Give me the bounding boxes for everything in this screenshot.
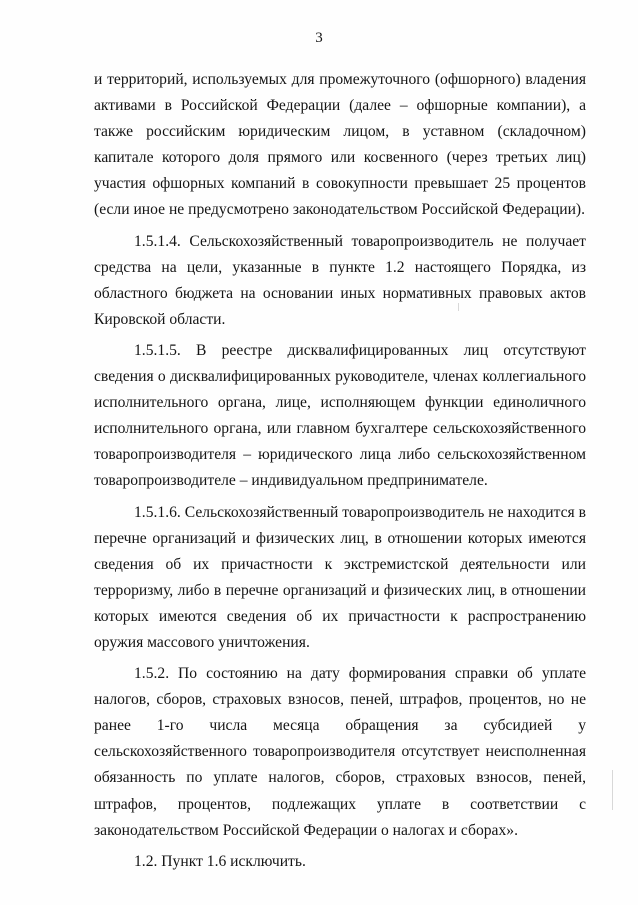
paragraph-1-5-1-6: 1.5.1.6. Сельскохозяйственный товаропроизводитель не находится в перечне организаций и физических лиц, в отношении которых имеются сведения об их причастности к экстремистской деятельности или терроризму, либо в перечне организаций и физических лиц, в отношении которых имеются сведения об их причастности к распространению оружия массового уничтожения. <box>94 503 586 651</box>
scan-artifact <box>458 303 459 311</box>
paragraph-offshore-companies: и территорий, используемых для промежуточного (офшорного) владения активами в Российской Федерации (далее – офшорные компании), а также российским юридическим лицом, в уставном (складочном) капитале которого доля прямого или косвенного (через третьих лиц) участия офшорных компаний в совокупности превышает 25 процентов (если иное не предусмотрено законодательством Российской Федерации). <box>94 71 586 219</box>
paragraph-1-2-amendment: 1.2. Пункт 1.6 исключить. <box>134 852 306 870</box>
paragraph-1-5-1-5: 1.5.1.5. В реестре дисквалифицированных лиц отсутствуют сведения о дисквалифицированных руководителе, членах коллегиального исполнительного органа, лице, исполняющем функции единоличного исполнительного органа, или главном бухгалтере сельскохозяйственного товаропроизводителя – юридического лица либо сельскохозяйственном товаропроизводителе – индивидуальном предпринимателе. <box>94 341 586 490</box>
page-number: 3 <box>315 30 323 46</box>
document-body <box>94 67 586 875</box>
paragraph-1-5-1-4: 1.5.1.4. Сельскохозяйственный товаропроизводитель не получает средства на цели, указанные в пункте 1.2 настоящего Порядка, из областного бюджета на основании иных нормативных правовых актов Кировской области. <box>94 232 586 328</box>
paragraph-1-5-2: 1.5.2. По состоянию на дату формирования справки об уплате налогов, сборов, страховых взносов, пеней, штрафов, процентов, но не ранее 1-го числа месяца обращения за субсидией у сельскохозяйственного товаропроизводителя отсутствует неисполненная обязанность по уплате налогов, сборов, страховых взносов, пеней, штрафов, процентов, подлежащих уплате в соответствии с законодательством Российской Федерации о налогах и сборах». <box>94 665 586 839</box>
scan-artifact <box>612 770 613 810</box>
